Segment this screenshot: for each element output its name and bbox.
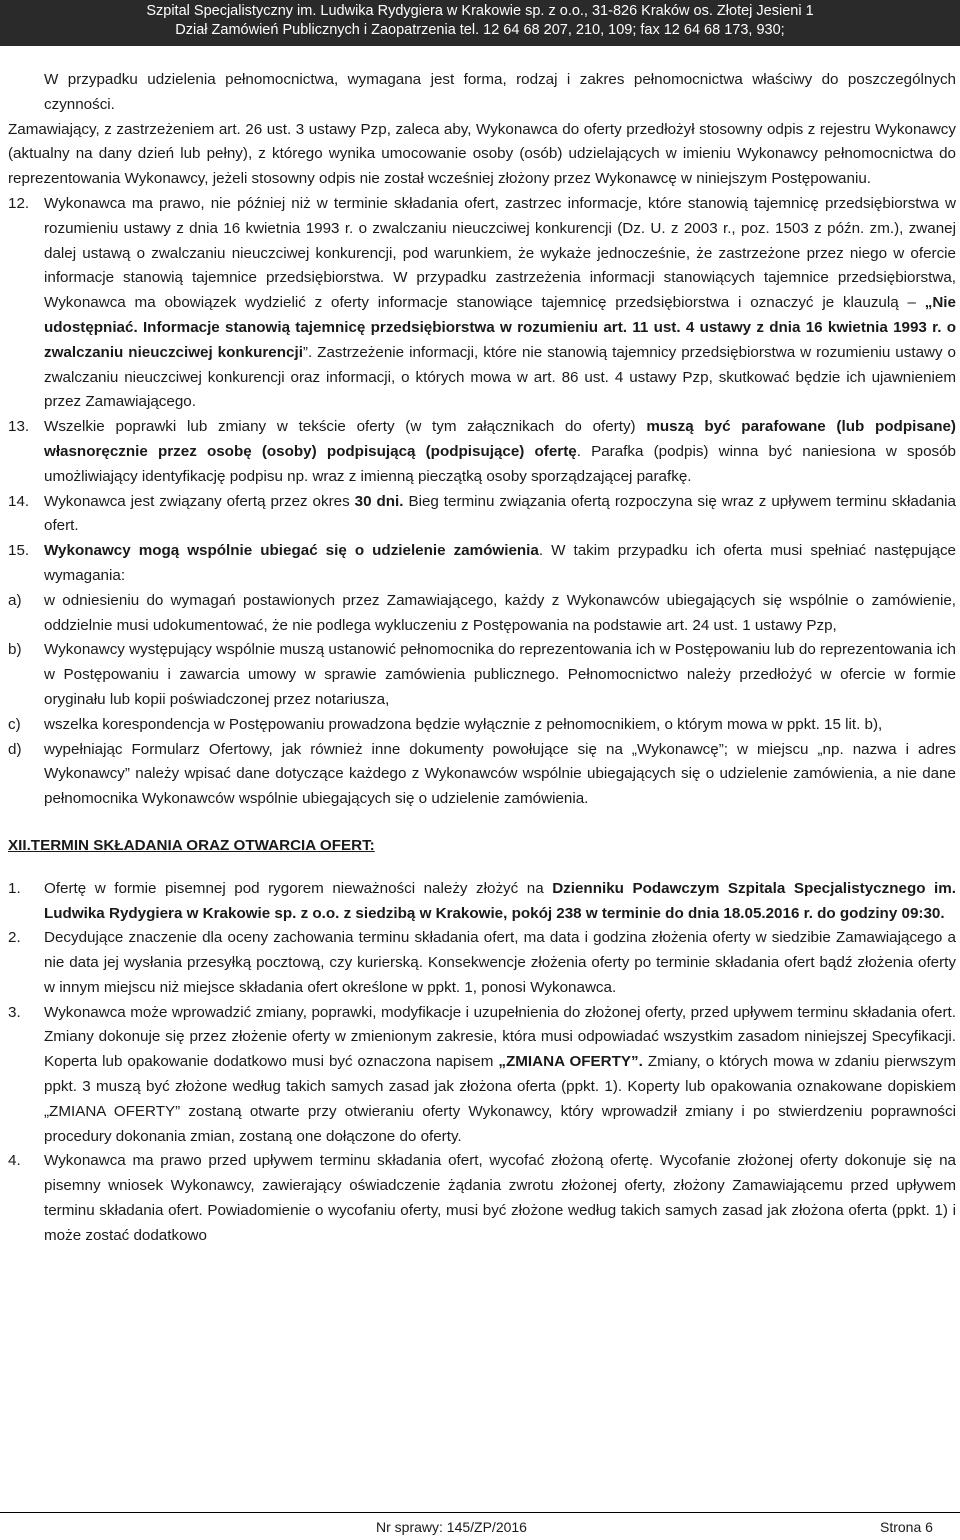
header-department-line: Dział Zamówień Publicznych i Zaopatrzenia tel. 12 64 68 207, 210, 109; fax 12 64 68 173, 930; bbox=[175, 22, 785, 38]
sub-item-c: c) wszelka korespondencja w Postępowaniu prowadzona będzie wyłącznie z pełnomocnikiem, o którym mowa w ppkt. 15 lit. b), bbox=[8, 715, 883, 733]
section-title: XII.TERMIN SKŁADANIA ORAZ OTWARCIA OFERT: bbox=[8, 836, 375, 854]
footer-divider bbox=[0, 1512, 960, 1513]
document-header bbox=[0, 0, 960, 46]
list-item-number: 12. bbox=[8, 194, 30, 212]
list-item-15: 15. Wykonawcy mogą wspólnie ubiegać się o udzielenie zamówienia. W takim przypadku ich oferta musi spełniać następujące wymagania: bbox=[8, 539, 956, 589]
list-item-13: 13. Wszelkie poprawki lub zmiany w tekście oferty (w tym załącznikach do oferty) muszą być parafowane (lub podpisane) własnoręcznie przez osobę (osoby) podpisującą (podpisujące) ofertę. Parafka (podpis) winna być naniesiona w sposób umożliwiający identyfikację podpisu np. wraz z imienną pieczątką osoby sporządzającej parafkę. bbox=[8, 415, 956, 489]
sub-item-b: b) Wykonawcy występujący wspólnie muszą ustanowić pełnomocnika do reprezentowania ich w Postępowaniu lub do reprezentowania ich w Postępowaniu i zawarcia umowy w sprawie zamówienia publicznego. Pełnomocnictwo należy przedłożyć w ofercie w formie oryginału lub kopii poświadczonej przez notariusza, bbox=[8, 641, 956, 708]
list-item-12: 12. Wykonawca ma prawo, nie później niż w terminie składania ofert, zastrzec informacje, które stanowią tajemnicę przedsiębiorstwa w rozumieniu ustawy z dnia 16 kwietnia 1993 r. o zwalczaniu nieuczciwej konkurencji (Dz. U. z 2003 r., poz. 1503 z późn. zm.), zwanej dalej ustawą o zwalczaniu nieuczciwej konkurencji, pod warunkiem, że wykaże jednocześnie, że zastrzeżone przez niego w ofercie informacje stanowią tajemnice przedsiębiorstwa. W przypadku zastrzeżenia informacji stanowiących tajemnice przedsiębiorstwa, Wykonawca ma obowiązek wydzielić z oferty informacje stanowiące tajemnicę przedsiębiorstwa i oznaczyć je klauzulą – „Nie udostępniać. Informacje stanowią tajemnicę przedsiębiorstwa w rozumieniu art. 11 ust. 4 ustawy z dnia 16 kwietnia 1993 r. o zwalczaniu nieuczciwej konkurencji”. Zastrzeżenie informacji, które nie stanowią tajemnicy przedsiębiorstwa w rozumieniu ustawy o zwalczaniu nieuczciwej konkurencji oraz informacji, o których mowa w art. 86 ust. 4 ustawy Pzp, skutkować będzie ich ujawnieniem przez Zamawiającego. bbox=[8, 192, 956, 415]
sub-item-d: d) wypełniając Formularz Ofertowy, jak również inne dokumenty powołujące się na „Wykonawcę”; w miejscu „np. nazwa i adres Wykonawcy” należy wpisać dane dotyczące każdego z Wykonawców wspólnie ubiegających się o udzielenie zamówienia, a nie dane pełnomocnika Wykonawców wspólnie ubiegających się o udzielenie zamówienia. bbox=[8, 740, 956, 808]
list-item-number: 13. bbox=[8, 418, 30, 436]
list-item-number: 14. bbox=[8, 492, 30, 510]
header-hospital-line: Szpital Specjalistyczny im. Ludwika Rydygiera w Krakowie sp. z o.o., 31-826 Kraków os. Złotej Jesieni 1 bbox=[146, 3, 814, 19]
section-item-4: 4. Wykonawca ma prawo przed upływem terminu składania ofert, wycofać złożoną ofertę. Wycofanie złożonej oferty dokonuje się na pisemny wniosek Wykonawcy, zawierający oświadczenie żądania zwrotu złożonej oferty, złożony Zamawiającemu przed upływem terminu składania ofert. Powiadomienie o wycofaniu oferty, musi być złożone według takich samych zasad jak złożona oferta (ppkt. 1) i może zostać dodatkowo bbox=[8, 1152, 956, 1244]
list-item-number: 15. bbox=[8, 542, 30, 560]
page-number: Strona 6 bbox=[880, 1519, 933, 1535]
intro-paragraph: W przypadku udzielenia pełnomocnictwa, wymagana jest forma, rodzaj i zakres pełnomocnictwa właściwy do poszczególnych czynności. bbox=[44, 71, 956, 113]
list-item-14: 14. Wykonawca jest związany ofertą przez okres 30 dni. Bieg terminu związania ofertą rozpoczyna się wraz z upływem terminu składania ofert. bbox=[8, 490, 956, 540]
section-item-2: 2. Decydujące znaczenie dla oceny zachowania terminu składania ofert, ma data i godzina złożenia oferty w siedzibie Zamawiającego a nie data jej wysłania przesyłką pocztową, czy kurierską. Konsekwencje złożenia oferty po terminie składania ofert bądź złożenia oferty w innym miejscu niż miejsce składania ofert określone w ppkt. 1, ponosi Wykonawca. bbox=[8, 929, 956, 996]
document-body bbox=[8, 68, 956, 1249]
section-item-1: 1. Ofertę w formie pisemnej pod rygorem nieważności należy złożyć na Dzienniku Podawczym Szpitala Specjalistycznego im. Ludwika Rydygiera w Krakowie sp. z o.o. z siedzibą w Krakowie, pokój 238 w terminie do dnia 18.05.2016 r. do godziny 09:30. bbox=[8, 879, 956, 922]
case-number: Nr sprawy: 145/ZP/2016 bbox=[376, 1519, 527, 1535]
zamawiajacy-paragraph: Zamawiający, z zastrzeżeniem art. 26 ust. 3 ustawy Pzp, zaleca aby, Wykonawca do oferty przedłożył stosowny odpis z rejestru Wykonawcy (aktualny na dany dzień lub pełny), z którego wynika umocowanie osoby (osób) udzielających w imieniu Wykonawcy pełnomocnictwa do reprezentowania Wykonawcy, jeżeli stosowny odpis nie został wcześniej złożony przez Wykonawcę w niniejszym Postępowaniu. bbox=[8, 120, 956, 188]
section-item-3: 3. Wykonawca może wprowadzić zmiany, poprawki, modyfikacje i uzupełnienia do złożonej oferty, przed upływem terminu składania ofert. Zmiany dokonuje się przez złożenie oferty w zmienionym zakresie, która musi odpowiadać wszystkim zasadom niniejszej Specyfikacji. Koperta lub opakowanie dodatkowo musi być oznaczona napisem „ZMIANA OFERTY”. Zmiany, o których mowa w zdaniu pierwszym ppkt. 3 muszą być złożone według takich samych zasad jak złożona oferta (ppkt. 1). Koperty lub opakowania oznakowane dopiskiem „ZMIANA OFERTY” zostaną otwarte przy otwieraniu oferty Wykonawcy, który wprowadził zmiany i po stwierdzeniu poprawności procedury dokonania zmian, zostaną one dołączone do oferty. bbox=[8, 1003, 956, 1145]
sub-item-a: a) w odniesieniu do wymagań postawionych przez Zamawiającego, każdy z Wykonawców ubiegających się wspólnie o zamówienie, oddzielnie musi udokumentować, że nie podlega wykluczeniu z Postępowania na podstawie art. 24 ust. 1 ustawy Pzp, bbox=[8, 591, 956, 634]
